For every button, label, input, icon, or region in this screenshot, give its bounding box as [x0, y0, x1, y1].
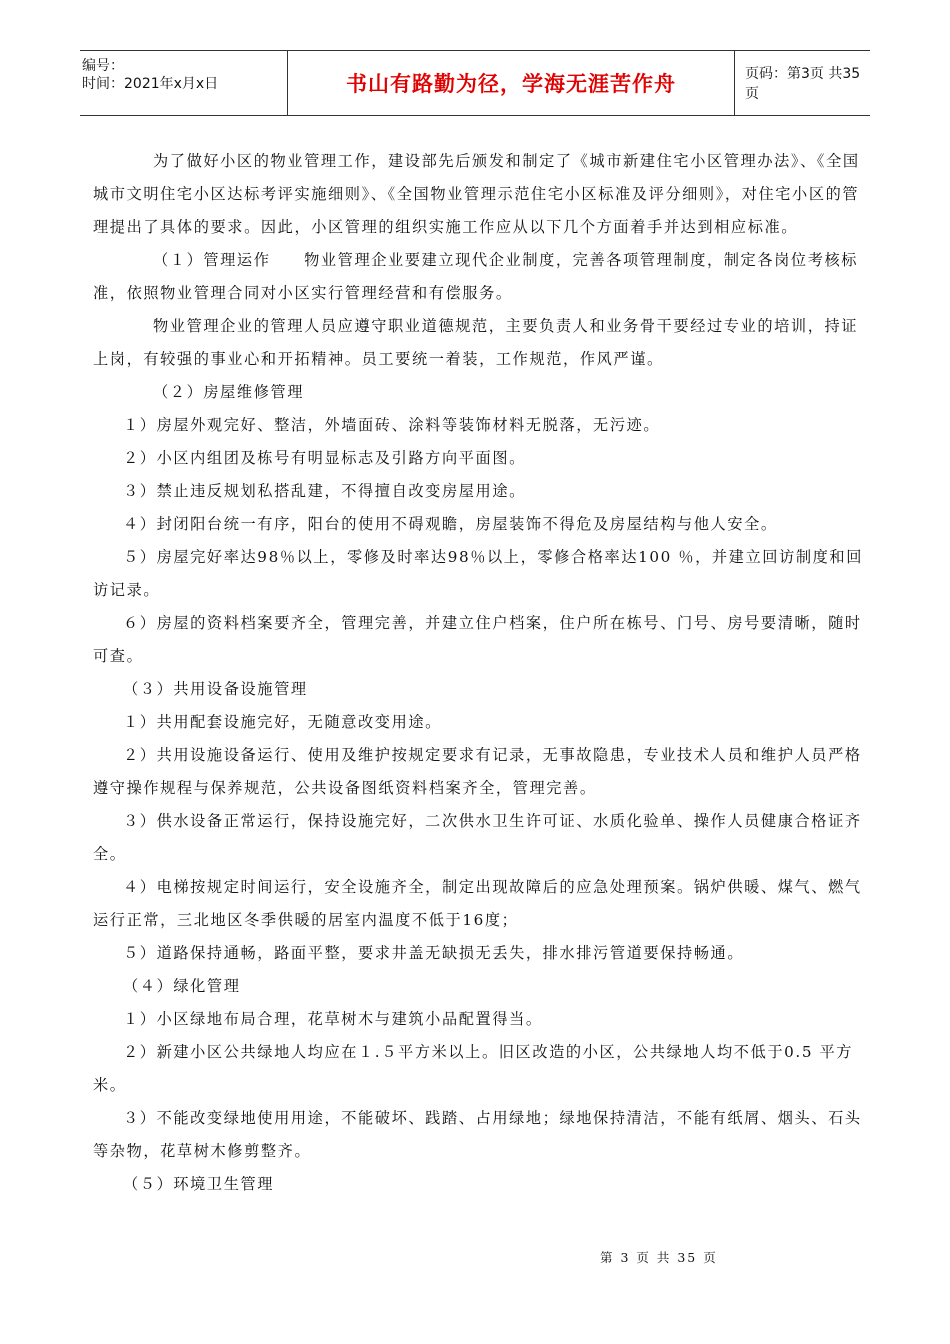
paragraph: （２）房屋维修管理 — [153, 383, 305, 401]
paragraph: （３）共用设备设施管理 — [123, 680, 308, 698]
page-info-label: 页码：第3页 共35页 — [745, 66, 861, 102]
paragraph: ３）不能改变绿地使用用途，不能破坏、践踏、占用绿地；绿地保持清洁，不能有纸屑、烟头、石头等杂物，花草树木修剪整齐。 — [93, 1109, 862, 1160]
document-body — [93, 145, 866, 1201]
paragraph: （５）环境卫生管理 — [123, 1175, 275, 1193]
paragraph: ５）房屋完好率达98％以上，零修及时率达98％以上，零修合格率达100 ％，并建立回访制度和回访记录。 — [93, 548, 863, 599]
paragraph: ４）封闭阳台统一有序，阳台的使用不碍观瞻，房屋装饰不得危及房屋结构与他人安全。 — [123, 515, 778, 533]
paragraph: １）小区绿地布局合理，花草树木与建筑小品配置得当。 — [123, 1010, 543, 1028]
paragraph: ２）小区内组团及栋号有明显标志及引路方向平面图。 — [123, 449, 526, 467]
paragraph: 为了做好小区的物业管理工作，建设部先后颁发和制定了《城市新建住宅小区管理办法》、《全国城市文明住宅小区达标考评实施细则》、《全国物业管理示范住宅小区标准及评分细则》，对住宅小区的管理提出了具体的要求。因此，小区管理的组织实施工作应从以下几个方面着手并达到相应标准。 — [93, 152, 860, 236]
paragraph: （４）绿化管理 — [123, 977, 241, 995]
paragraph: （１）管理运作 物业管理企业要建立现代企业制度，完善各项管理制度，制定各岗位考核标准，依照物业管理合同对小区实行管理经营和有偿服务。 — [93, 251, 859, 302]
motto-text: 书山有路勤为径，学海无涯苦作舟 — [346, 72, 676, 96]
paragraph: ５）道路保持通畅，路面平整，要求井盖无缺损无丢失，排水排污管道要保持畅通。 — [123, 944, 745, 962]
paragraph: １）共用配套设施完好，无随意改变用途。 — [123, 713, 442, 731]
header-motto-cell — [288, 51, 735, 115]
paragraph: ３）禁止违反规划私搭乱建，不得擅自改变房屋用途。 — [123, 482, 526, 500]
header-meta-cell — [80, 51, 288, 115]
paragraph: ４）电梯按规定时间运行，安全设施齐全，制定出现故障后的应急处理预案。锅炉供暖、煤气、燃气运行正常，三北地区冬季供暖的居室内温度不低于16度； — [93, 878, 862, 929]
paragraph: ２）共用设施设备运行、使用及维护按规定要求有记录，无事故隐患，专业技术人员和维护人员严格遵守操作规程与保养规范，公共设备图纸资料档案齐全，管理完善。 — [93, 746, 862, 797]
page-footer: 第 3 页 共 35 页 — [600, 1250, 718, 1265]
paragraph: １）房屋外观完好、整洁，外墙面砖、涂料等装饰材料无脱落，无污迹。 — [123, 416, 661, 434]
document-time-label: 时间：2021年x月x日 — [82, 76, 219, 92]
paragraph: ３）供水设备正常运行，保持设施完好，二次供水卫生许可证、水质化验单、操作人员健康合格证齐全。 — [93, 812, 862, 863]
header-page-cell — [735, 51, 870, 115]
paragraph: ６）房屋的资料档案要齐全，管理完善，并建立住户档案，住户所在栋号、门号、房号要清晰，随时可查。 — [93, 614, 862, 665]
paragraph: ２）新建小区公共绿地人均应在１.５平方米以上。旧区改造的小区，公共绿地人均不低于0.5 平方米。 — [93, 1043, 854, 1094]
page-header — [80, 50, 870, 116]
document-number-label: 编号： — [82, 58, 124, 74]
paragraph: 物业管理企业的管理人员应遵守职业道德规范，主要负责人和业务骨干要经过专业的培训，持证上岗，有较强的事业心和开拓精神。员工要统一着装，工作规范，作风严谨。 — [93, 317, 859, 368]
